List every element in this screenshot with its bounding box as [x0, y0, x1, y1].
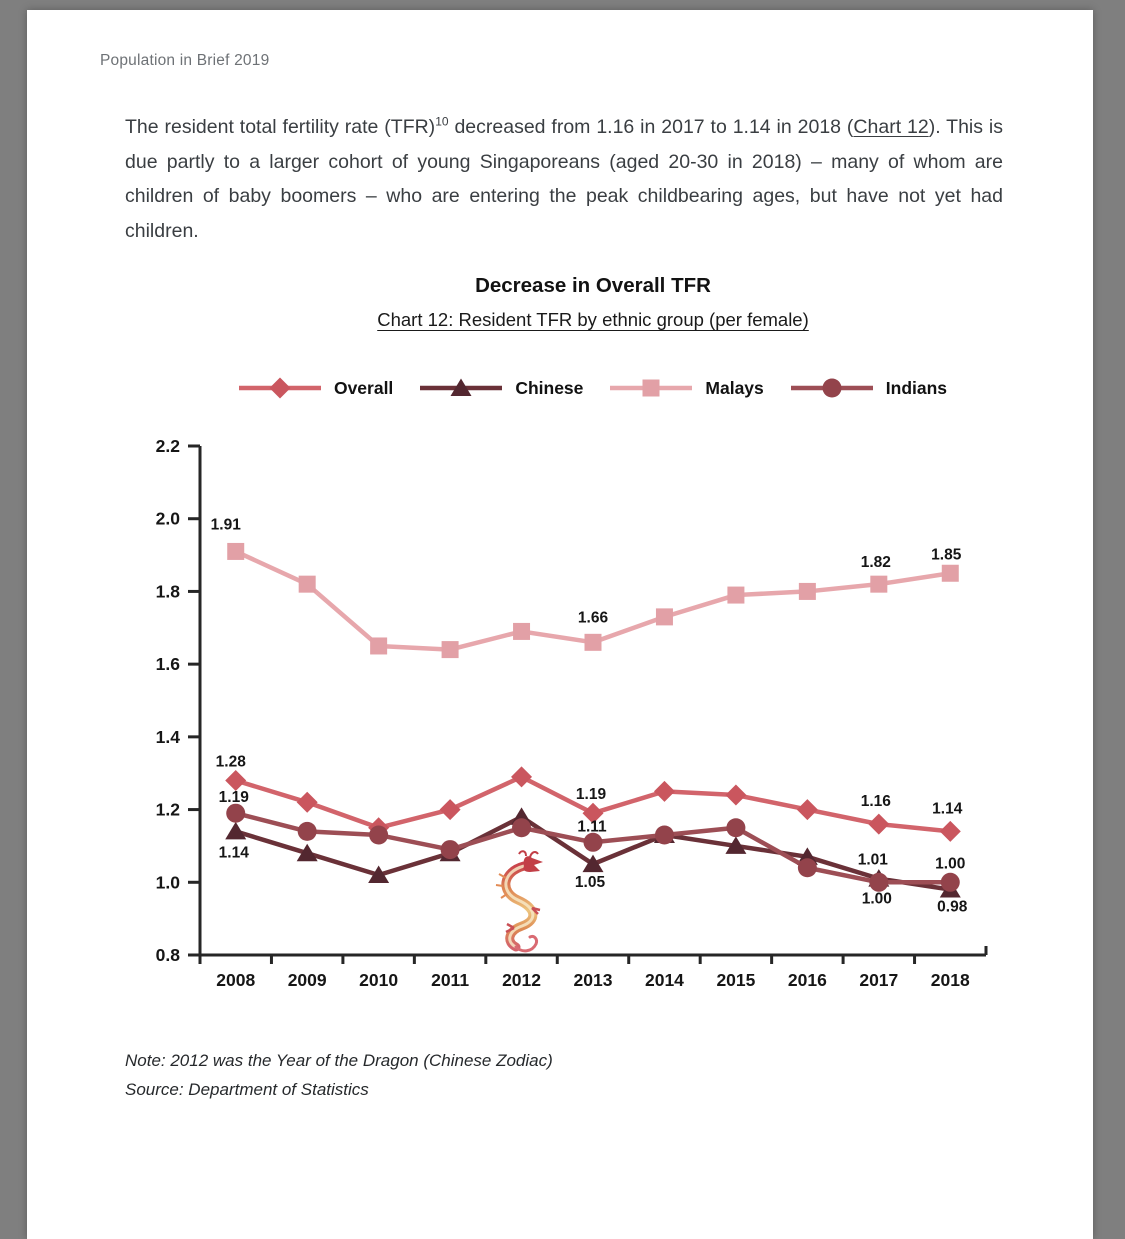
legend-label: Indians — [885, 377, 948, 398]
paragraph-text: ). This is due partly to a larger cohort of young Singaporeans (aged 20-30 in 2018) – many of whom are children of baby boomers – who are entering the peak childbearing ages, but have not yet had children. — [125, 116, 1003, 242]
svg-text:2.0: 2.0 — [155, 508, 180, 529]
document-header: Population in Brief 2019 — [100, 52, 270, 69]
svg-text:0.8: 0.8 — [155, 945, 180, 965]
legend-label: Chinese — [515, 377, 584, 398]
legend-item-indians — [791, 376, 947, 400]
svg-text:1.28: 1.28 — [215, 753, 246, 771]
svg-text:2008: 2008 — [216, 970, 256, 990]
legend-item-overall — [239, 376, 393, 400]
svg-text:2012: 2012 — [502, 970, 542, 990]
legend-label: Malays — [705, 377, 764, 398]
svg-text:1.85: 1.85 — [931, 546, 962, 564]
chart-title: Decrease in Overall TFR — [475, 274, 711, 297]
svg-text:1.01: 1.01 — [857, 851, 888, 869]
svg-text:1.00: 1.00 — [861, 890, 892, 908]
svg-text:1.2: 1.2 — [155, 799, 180, 820]
svg-text:0.98: 0.98 — [937, 898, 968, 916]
svg-text:1.19: 1.19 — [218, 789, 249, 807]
svg-text:1.82: 1.82 — [860, 554, 891, 572]
legend-marker-triangle-icon — [420, 376, 502, 400]
legend-label: Overall — [333, 377, 394, 398]
svg-text:1.8: 1.8 — [155, 581, 180, 602]
tfr-line-chart — [130, 428, 1040, 1003]
svg-text:2010: 2010 — [359, 970, 399, 990]
document-page — [27, 10, 1093, 1239]
legend-item-malays — [610, 376, 763, 400]
svg-text:1.66: 1.66 — [577, 609, 609, 627]
svg-text:2015: 2015 — [716, 970, 756, 990]
paragraph-text: decreased from 1.16 in 2017 to 1.14 in 2018 ( — [448, 116, 854, 138]
svg-text:2011: 2011 — [431, 970, 470, 990]
paragraph-text: The resident total fertility rate (TFR) — [125, 116, 436, 138]
dragon-icon — [496, 851, 543, 951]
legend-marker-circle-icon — [791, 376, 873, 400]
data-labels — [211, 516, 968, 915]
svg-text:2013: 2013 — [573, 970, 613, 990]
svg-text:2.2: 2.2 — [155, 436, 180, 456]
axis-tick-labels — [156, 436, 970, 990]
svg-text:2016: 2016 — [787, 970, 827, 990]
svg-text:1.4: 1.4 — [155, 726, 180, 747]
chart-12-link[interactable]: Chart 12 — [853, 116, 929, 138]
chart-legend — [93, 376, 1093, 400]
chart-notes — [125, 1046, 553, 1104]
svg-text:1.00: 1.00 — [935, 855, 966, 873]
svg-text:1.0: 1.0 — [155, 872, 180, 893]
svg-text:2018: 2018 — [930, 970, 970, 990]
svg-text:1.16: 1.16 — [860, 793, 891, 811]
footnote-reference: 10 — [435, 114, 449, 129]
legend-marker-square-icon — [610, 376, 692, 400]
svg-text:1.19: 1.19 — [575, 786, 607, 804]
svg-text:1.11: 1.11 — [577, 818, 607, 836]
svg-text:2017: 2017 — [859, 970, 899, 990]
legend-item-chinese — [420, 376, 583, 400]
svg-text:2014: 2014 — [644, 970, 684, 990]
chart-note-line: Note: 2012 was the Year of the Dragon (Chinese Zodiac) — [125, 1051, 553, 1070]
svg-text:1.6: 1.6 — [155, 654, 180, 675]
svg-text:1.14: 1.14 — [218, 844, 249, 862]
chart-subtitle: Chart 12: Resident TFR by ethnic group (per female) — [377, 309, 809, 330]
svg-text:1.91: 1.91 — [210, 516, 241, 534]
svg-text:1.14: 1.14 — [932, 800, 963, 818]
svg-text:2009: 2009 — [287, 970, 327, 990]
svg-text:1.05: 1.05 — [574, 874, 606, 892]
legend-marker-diamond-icon — [239, 376, 321, 400]
body-paragraph — [125, 110, 1003, 248]
series-malays — [227, 543, 959, 658]
chart-source-line: Source: Department of Statistics — [125, 1080, 369, 1099]
